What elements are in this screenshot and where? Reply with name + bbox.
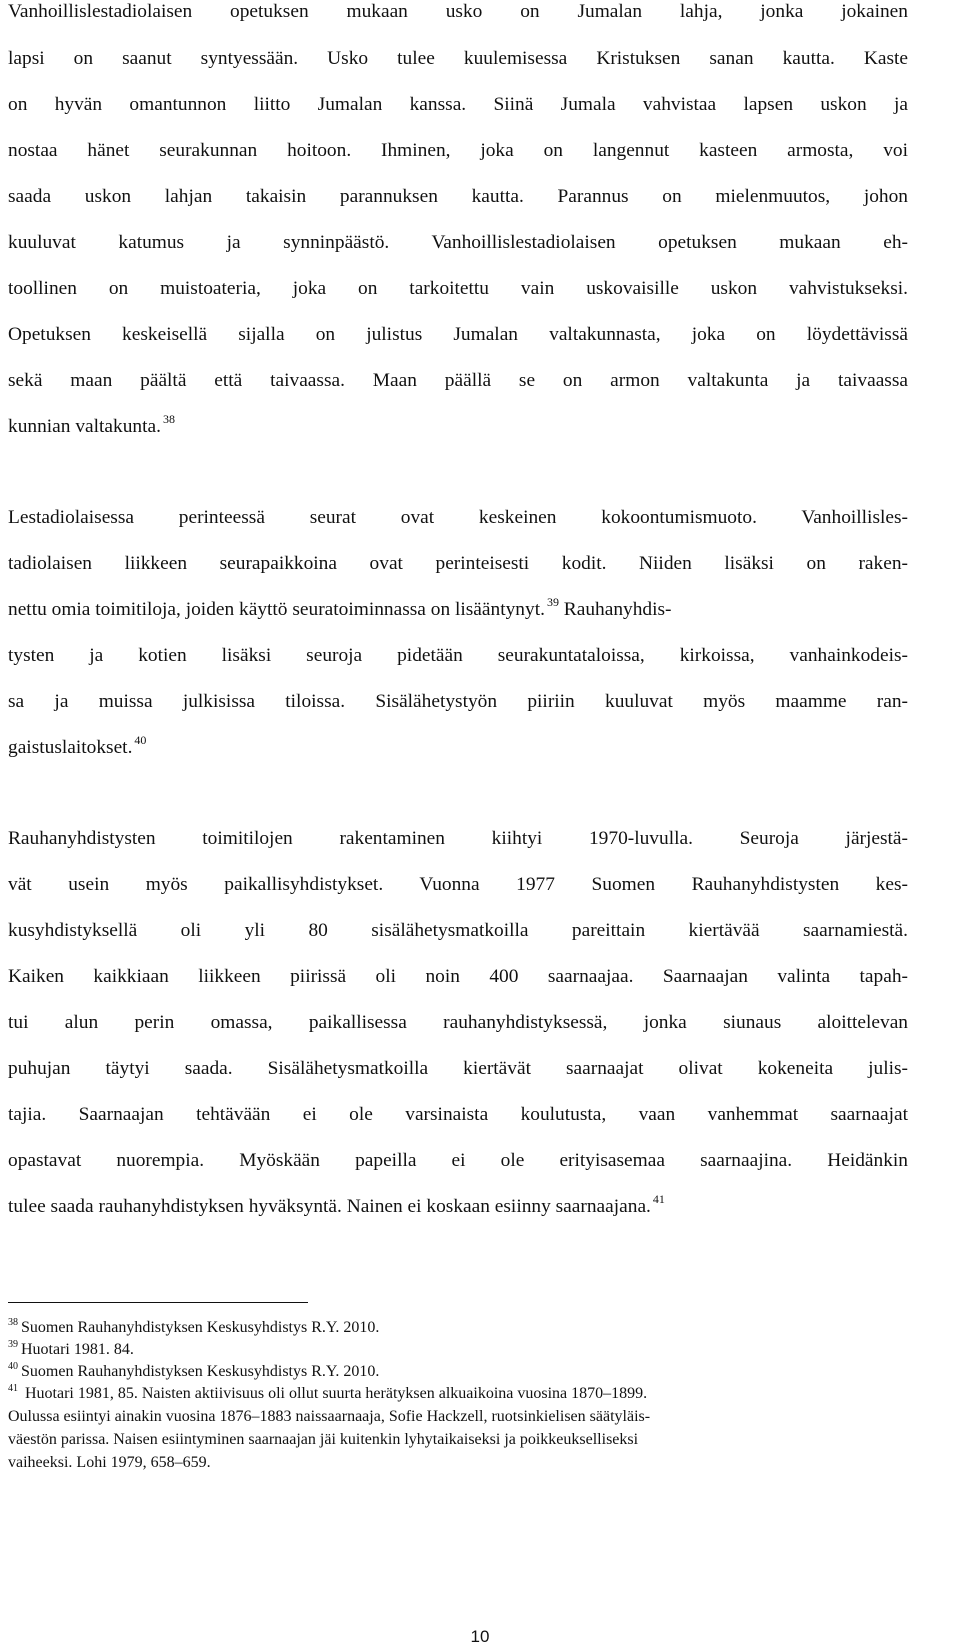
- paragraph-2-line-6: [8, 733, 147, 759]
- paragraph-1-line-10: [8, 412, 175, 438]
- paragraph-1-line-4: nostaa hänet seurakunnan hoitoon. Ihminen, joka on langennut kasteen armosta, voi: [8, 140, 908, 161]
- footnote-number: 40: [8, 1361, 18, 1372]
- paragraph-3-line-3: kusyhdistyksellä oli yli 80 sisälähetysmatkoilla pareittain kiertävää saarnamiestä.: [8, 920, 908, 941]
- paragraph-3-line-6: puhujan täytyi saada. Sisälähetysmatkoilla kiertävät saarnaajat olivat kokeneita julis-: [8, 1058, 908, 1079]
- paragraph-2-line-2: tadiolaisen liikkeen seurapaikkoina ovat perinteisesti kodit. Niiden lisäksi on raken-: [8, 553, 908, 574]
- footnote-38: [8, 1319, 379, 1337]
- paragraph-1-line-8: Opetuksen keskeisellä sijalla on julistus Jumalan valtakunnasta, joka on löydettävissä: [8, 324, 908, 345]
- paragraph-3-line-4: Kaiken kaikkiaan liikkeen piirissä oli noin 400 saarnaajaa. Saarnaajan valinta tapah-: [8, 966, 908, 987]
- paragraph-3-line-7: tajia. Saarnaajan tehtävään ei ole varsinaista koulutusta, vaan vanhemmat saarnaajat: [8, 1104, 908, 1125]
- footnote-number: 38: [8, 1317, 18, 1328]
- footnote-ref-40[interactable]: 40: [134, 733, 147, 747]
- footnote-text: Suomen Rauhanyhdistyksen Keskusyhdistys R.Y. 2010.: [21, 1319, 380, 1336]
- footnote-text: Huotari 1981. 84.: [21, 1341, 134, 1358]
- footnote-41: [8, 1385, 647, 1403]
- line-text: nettu omia toimitiloja, joiden käyttö seuratoiminnassa on lisääntynyt.: [8, 599, 545, 620]
- paragraph-3-line-1: Rauhanyhdistysten toimitilojen rakentaminen kiihtyi 1970-luvulla. Seuroja järjestä-: [8, 828, 908, 849]
- footnote-41-line-3: väestön parissa. Naisen esiintyminen saarnaajan jäi kuitenkin lyhytaikaiseksi ja poikkeukselliseksi: [8, 1431, 639, 1448]
- paragraph-2-line-4: tysten ja kotien lisäksi seuroja pidetään seurakuntataloissa, kirkoissa, vanhainkodeis-: [8, 645, 908, 666]
- paragraph-1-line-7: toollinen on muistoateria, joka on tarkoitettu vain uskovaisille uskon vahvistukseksi.: [8, 278, 908, 299]
- footnote-text: Suomen Rauhanyhdistyksen Keskusyhdistys R.Y. 2010.: [21, 1363, 380, 1380]
- footnote-text: Huotari 1981, 85. Naisten aktiivisuus oli ollut suurta herätyksen alkuaikoina vuosina 1870–1899.: [21, 1385, 648, 1402]
- line-text-after: Rauhanyhdis-: [558, 599, 672, 620]
- paragraph-1-line-5: saada uskon lahjan takaisin parannuksen kautta. Parannus on mielenmuutos, johon: [8, 186, 908, 207]
- footnote-41-line-2: Oulussa esiintyi ainakin vuosina 1876–1883 naissaarnaaja, Sofie Hackzell, ruotsinkielisen säätyläis-: [8, 1408, 651, 1425]
- paragraph-3-line-9: [8, 1192, 665, 1218]
- footnote-separator: [8, 1302, 308, 1303]
- footnote-ref-41[interactable]: 41: [652, 1192, 665, 1206]
- footnote-ref-39[interactable]: 39: [546, 595, 559, 609]
- paragraph-3-line-5: tui alun perin omassa, paikallisessa rauhanyhdistyksessä, jonka siunaus aloittelevan: [8, 1012, 908, 1033]
- footnote-number: 39: [8, 1339, 18, 1350]
- line-text: kunnian valtakunta.: [8, 416, 161, 437]
- footnote-40: [8, 1363, 379, 1381]
- paragraph-2-line-1: Lestadiolaisessa perinteessä seurat ovat keskeinen kokoontumismuoto. Vanhoillisles-: [8, 507, 908, 528]
- footnote-41-line-4: vaiheeksi. Lohi 1979, 658–659.: [8, 1454, 211, 1471]
- paragraph-3-line-2: vät usein myös paikallisyhdistykset. Vuonna 1977 Suomen Rauhanyhdistysten kes-: [8, 874, 908, 895]
- footnote-39: [8, 1341, 134, 1359]
- paragraph-1-line-9: sekä maan päältä että taivaassa. Maan päällä se on armon valtakunta ja taivaassa: [8, 370, 908, 391]
- page-number: 10: [470, 1627, 490, 1646]
- paragraph-1-line-1: Vanhoillislestadiolaisen opetuksen mukaan usko on Jumalan lahja, jonka jokainen: [8, 1, 908, 22]
- line-text: tulee saada rauhanyhdistyksen hyväksyntä. Nainen ei koskaan esiinny saarnaajana.: [8, 1196, 651, 1217]
- paragraph-1-line-2: lapsi on saanut syntyessään. Usko tulee kuulemisessa Kristuksen sanan kautta. Kaste: [8, 48, 908, 69]
- paragraph-2-line-5: sa ja muissa julkisissa tiloissa. Sisälähetystyön piiriin kuuluvat myös maamme ran-: [8, 691, 908, 712]
- paragraph-1-line-6: kuuluvat katumus ja synninpäästö. Vanhoillislestadiolaisen opetuksen mukaan eh-: [8, 232, 908, 253]
- paragraph-1-line-3: on hyvän omantunnon liitto Jumalan kanssa. Siinä Jumala vahvistaa lapsen uskon ja: [8, 94, 908, 115]
- footnote-number: 41: [8, 1383, 18, 1394]
- footnote-ref-38[interactable]: 38: [162, 412, 175, 426]
- line-text: gaistuslaitokset.: [8, 737, 133, 758]
- paragraph-2-line-3: [8, 595, 672, 621]
- paragraph-3-line-8: opastavat nuorempia. Myöskään papeilla ei ole erityisasemaa saarnaajina. Heidänkin: [8, 1150, 908, 1171]
